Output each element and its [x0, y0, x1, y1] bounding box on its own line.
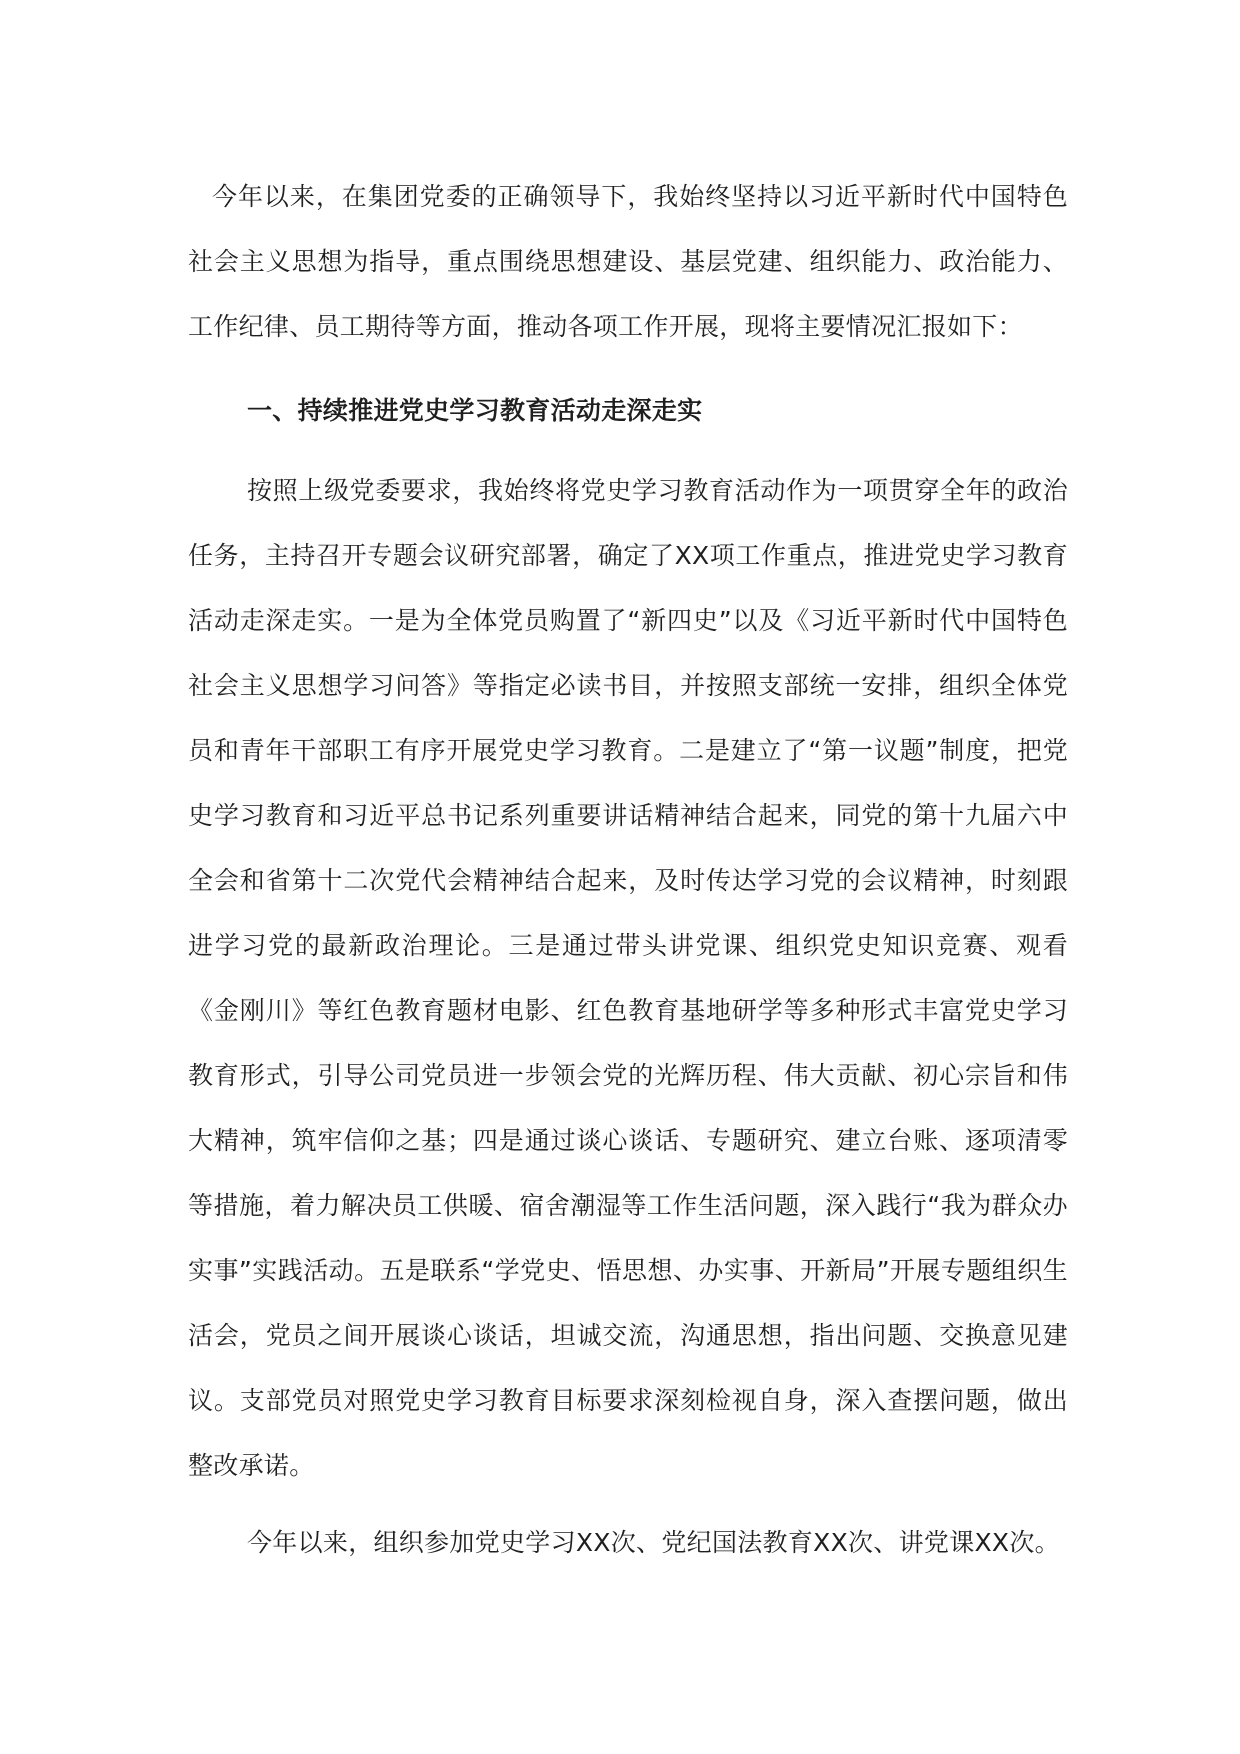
summary-paragraph: 今年以来，组织参加党史学习XX次、党纪国法教育XX次、讲党课XX次。 [247, 1528, 1060, 1557]
intro-paragraph: 今年以来，在集团党委的正确领导下，我始终坚持以习近平新时代中国特色社会主义思想为指导，重点围绕思想建设、基层党建、组织能力、政治能力、工作纪律、员工期待等方面，推动各项工作开展，现将主要情况汇报如下： [188, 182, 1068, 341]
section-1-heading: 一、持续推进党史学习教育活动走深走实 [247, 396, 703, 425]
section-1-paragraph: 按照上级党委要求，我始终将党史学习教育活动作为一项贯穿全年的政治任务，主持召开专题会议研究部署，确定了XX项工作重点，推进党史学习教育活动走深走实。一是为全体党员购置了“新四史”以及《习近平新时代中国特色社会主义思想学习问答》等指定必读书目，并按照支部统一安排，组织全体党员和青年干部职工有序开展党史学习教育。二是建立了“第一议题”制度，把党史学习教育和习近平总书记系列重要讲话精神结合起来，同党的第十九届六中全会和省第十二次党代会精神结合起来，及时传达学习党的会议精神，时刻跟进学习党的最新政治理论。三是通过带头讲党课、组织党史知识竞赛、观看《金刚川》等红色教育题材电影、红色教育基地研学等多种形式丰富党史学习教育形式，引导公司党员进一步领会党的光辉历程、伟大贡献、初心宗旨和伟大精神，筑牢信仰之基；四是通过谈心谈话、专题研究、建立台账、逐项清零等措施，着力解决员工供暖、宿舍潮湿等工作生活问题，深入践行“我为群众办实事”实践活动。五是联系“学党史、悟思想、办实事、开新局”开展专题组织生活会，党员之间开展谈心谈话，坦诚交流，沟通思想，指出问题、交换意见建议。支部党员对照党史学习教育目标要求深刻检视自身，深入查摆问题，做出整改承诺。 [188, 476, 1068, 1480]
